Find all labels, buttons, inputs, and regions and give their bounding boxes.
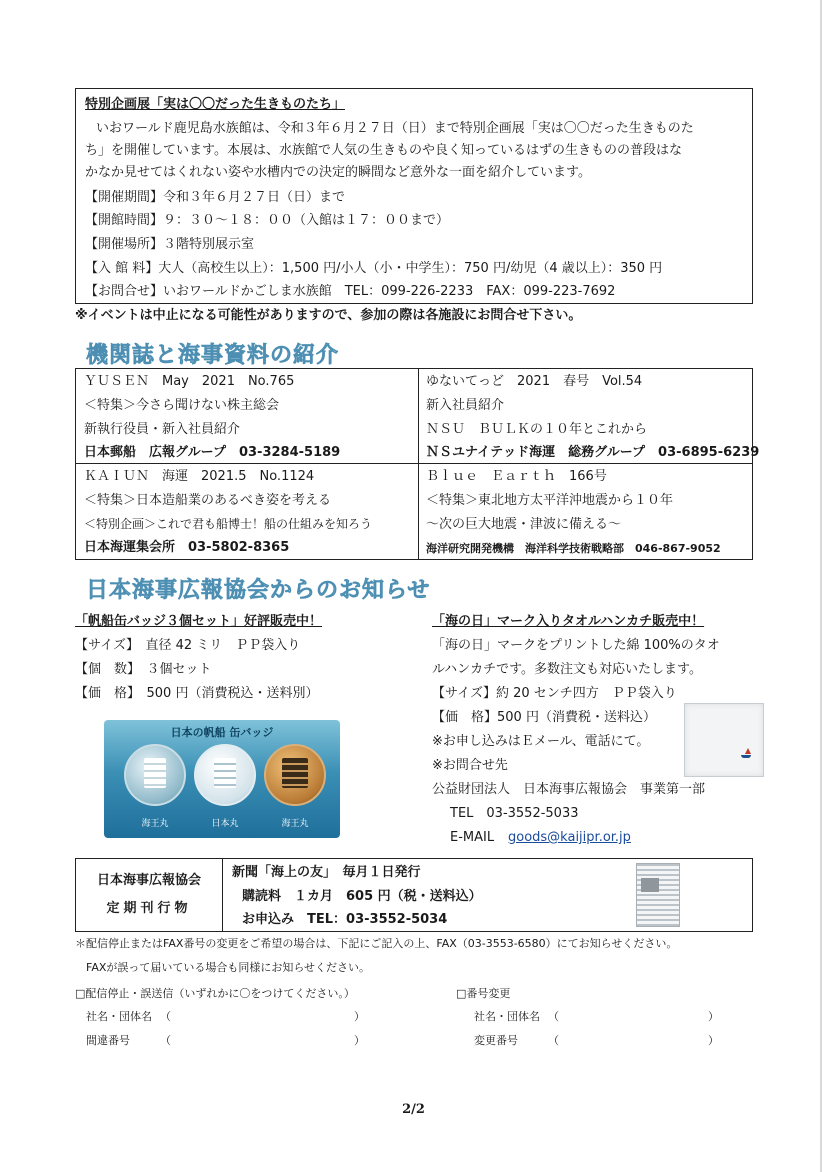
towel-size: 【サイズ】約 20 センチ四方 ＰＰ袋入り xyxy=(432,686,677,701)
magazine-title: ＫＡＩＵＮ 海運 2021.5 No.1124 xyxy=(84,469,315,484)
form-right-company-field[interactable] xyxy=(560,1006,708,1022)
umi-no-hi-mark-icon xyxy=(741,748,751,758)
exhibit-venue: 【開催場所】３階特別展示室 xyxy=(85,237,255,252)
magazine-publisher: 日本郵船 広報グループ 03-3284-5189 xyxy=(84,445,341,460)
magazines-divider-v xyxy=(418,369,419,559)
badge-price: 【価 格】 500 円（消費税込・送料別） xyxy=(75,686,319,701)
form-right-number-field[interactable] xyxy=(560,1030,708,1046)
form-right-number-open: （ xyxy=(548,1034,559,1047)
magazine-publisher: 日本海運集会所 03-5802-8365 xyxy=(84,540,290,555)
special-exhibit-body-2: ち」を開催しています。本展は、水族館で人気の生きものや良く知っているはずの生きものの普段はな xyxy=(85,143,682,158)
magazine-feature: ＜特集＞日本造船業のあるべき姿を考える xyxy=(84,493,332,508)
form-left-company-open: （ xyxy=(160,1010,171,1023)
form-right-company-open: （ xyxy=(548,1010,559,1023)
form-left-company-close: ） xyxy=(354,1010,365,1023)
event-notice: ※イベントは中止になる可能性がありますので、参加の際は各施設にお問合せ下さい。 xyxy=(75,308,582,323)
towel-price: 【価 格】500 円（消費税・送料込） xyxy=(432,710,656,725)
exhibit-period: 【開催期間】令和３年６月２７日（日）まで xyxy=(85,190,346,205)
magazines-heading: 機関誌と海事資料の紹介 xyxy=(86,343,340,368)
towel-order-note: ※お申し込みはＥメール、電話にて。 xyxy=(432,734,650,749)
form-left-company-field[interactable] xyxy=(172,1006,352,1022)
magazines-divider-h xyxy=(76,463,752,464)
badge-label-1: 海王丸 xyxy=(141,819,169,829)
magazine-feature: ＜特集＞今さら聞けない株主総会 xyxy=(84,398,280,413)
towel-email-label: E-MAIL xyxy=(450,830,495,845)
badge-1 xyxy=(124,744,186,806)
periodical-price: 購読料 １カ月 605 円（税・送料込） xyxy=(242,889,482,904)
periodical-divider xyxy=(222,859,223,931)
exhibit-contact: 【お問合せ】いおワールドかごしま水族館 TEL：099-226-2233 FAX：099-223-7692 xyxy=(85,284,616,299)
towel-desc-1: 「海の日」マークをプリントした綿 100%のタオ xyxy=(432,638,720,653)
form-stop-title[interactable]: □配信停止・誤送信（いずれかに〇をつけてください。） xyxy=(75,987,355,1000)
ship-sail-icon xyxy=(144,758,166,788)
exhibit-admission: 【入 館 料】大人（高校生以上）：1,500 円/小人（小・中学生）：750 円/幼児（4 歳以上）：350 円 xyxy=(85,261,663,276)
badge-quantity: 【個 数】 ３個セット xyxy=(75,662,212,677)
towel-product-image xyxy=(684,703,764,777)
form-left-number-open: （ xyxy=(160,1034,171,1047)
special-exhibit-body-3: かなか見せてはくれない姿や水槽内での決定的瞬間など意外な一面を紹介しています。 xyxy=(85,165,591,180)
badge-size: 【サイズ】 直径 42 ミリ ＰＰ袋入り xyxy=(75,638,301,653)
towel-contact-tel: TEL 03-3552-5033 xyxy=(450,806,579,821)
magazine-feature: ＜特集＞東北地方太平洋沖地震から１０年 xyxy=(426,493,674,508)
magazine-feature: ＜特別企画＞これで君も船博士！船の仕組みを知ろう xyxy=(84,517,373,531)
magazine-title: ゆないてっど 2021 春号 Vol.54 xyxy=(426,374,643,389)
badge-image-title: 日本の帆船 缶バッジ xyxy=(170,726,274,739)
magazine-publisher: 海洋研究開発機構 海洋科学技術戦略部 046-867-9052 xyxy=(426,542,721,555)
badge-product-image xyxy=(104,720,340,838)
towel-email-link[interactable]: goods@kaijipr.or.jp xyxy=(508,830,631,845)
form-right-number-close: ） xyxy=(708,1034,719,1047)
magazine-publisher: ＮＳユナイテッド海運 総務グループ 03-6895-6239 xyxy=(426,445,760,460)
ship-sail-icon xyxy=(214,758,236,788)
scan-edge xyxy=(820,0,822,1172)
footer-note-1: ＊配信停止またはFAX番号の変更をご希望の場合は、下記にご記入の上、FAX（03-3553-6580）にてお知らせください。 xyxy=(75,937,678,950)
periodical-org: 日本海事広報協会 xyxy=(96,873,201,888)
periodical-contact: お申込み TEL：03-3552-5034 xyxy=(242,912,448,927)
badge-label-2: 日本丸 xyxy=(211,819,239,829)
magazine-title: ＹＵＳＥＮ May 2021 No.765 xyxy=(84,374,295,389)
badge-3 xyxy=(264,744,326,806)
towel-contact-org: 公益財団法人 日本海事広報協会 事業第一部 xyxy=(432,782,706,797)
magazine-feature: 新入社員紹介 xyxy=(426,398,505,413)
footer-note-2: FAXが誤って届いている場合も同様にお知らせください。 xyxy=(86,961,371,974)
form-right-number-label: 変更番号 xyxy=(474,1034,518,1047)
towel-contact-note: ※お問合せ先 xyxy=(432,758,508,773)
magazine-title: Ｂｌｕｅ Ｅａｒｔｈ 166号 xyxy=(426,469,607,484)
ship-sail-icon xyxy=(282,758,308,788)
towel-desc-2: ルハンカチです。多数注文も対応いたします。 xyxy=(432,662,703,677)
badge-2 xyxy=(194,744,256,806)
form-left-company-label: 社名・団体名 xyxy=(86,1010,152,1023)
form-right-company-close: ） xyxy=(708,1010,719,1023)
badge-label-3: 海王丸 xyxy=(281,819,309,829)
form-left-number-label: 間違番号 xyxy=(86,1034,130,1047)
newspaper-thumbnail xyxy=(636,863,680,927)
magazine-feature: 新執行役員・新入社員紹介 xyxy=(84,422,241,437)
magazine-feature: ～次の巨大地震・津波に備える～ xyxy=(426,517,622,532)
form-change-title[interactable]: □番号変更 xyxy=(456,987,511,1000)
form-right-company-label: 社名・団体名 xyxy=(474,1010,540,1023)
periodical-label: 定期刊行物 xyxy=(106,901,192,916)
periodical-title: 新聞「海上の友」 毎月１日発行 xyxy=(232,865,421,880)
exhibit-hours: 【開館時間】９：３０～１８：００（入館は１７：００まで） xyxy=(85,213,450,228)
special-exhibit-title: 特別企画展「実は〇〇だった生きものたち」 xyxy=(85,97,346,112)
magazines-table xyxy=(75,368,760,560)
magazine-feature: ＮＳＵ ＢＵＬＫの１０年とこれから xyxy=(426,422,648,437)
periodical-box xyxy=(75,858,753,932)
towel-title: 「海の日」マーク入りタオルハンカチ販売中！ xyxy=(432,614,705,629)
special-exhibit-box xyxy=(75,88,753,304)
association-heading: 日本海事広報協会からのお知らせ xyxy=(86,578,431,603)
special-exhibit-body-1: いおワールド鹿児島水族館は、令和３年６月２７日（日）まで特別企画展「実は〇〇だった生きものた xyxy=(96,121,694,136)
page-number: 2/2 xyxy=(402,1102,425,1117)
form-left-number-close: ） xyxy=(354,1034,365,1047)
form-left-number-field[interactable] xyxy=(172,1030,352,1046)
badge-title: 「帆船缶バッジ３個セット」好評販売中！ xyxy=(75,614,323,629)
